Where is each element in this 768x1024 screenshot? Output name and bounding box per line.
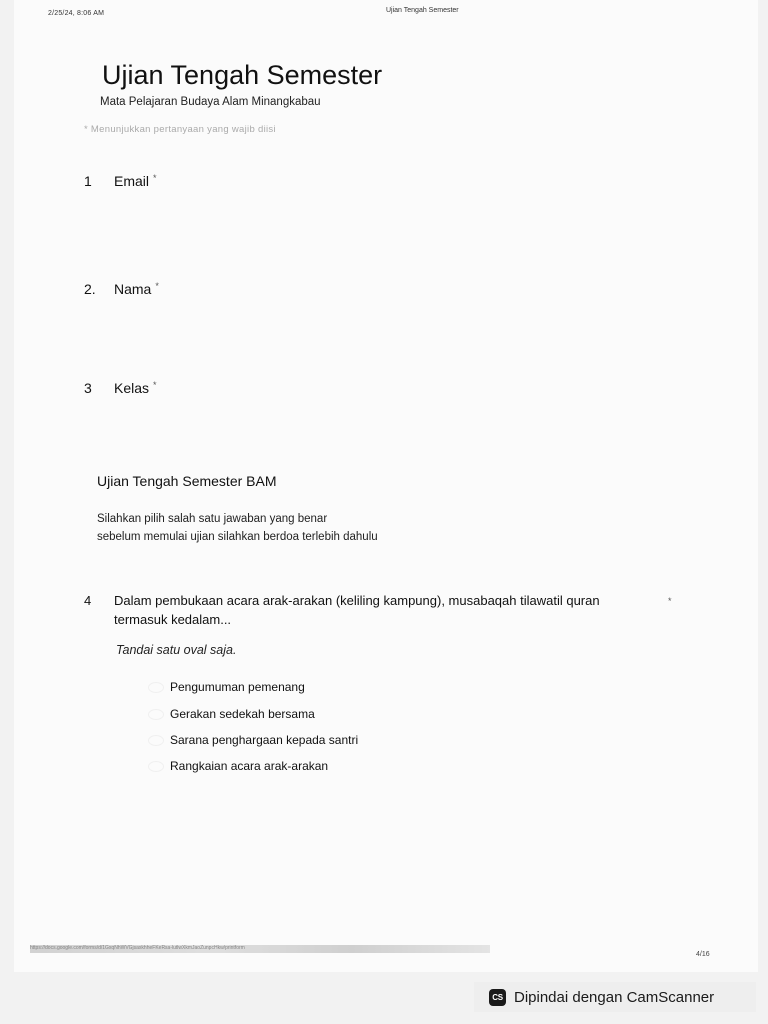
- radio-oval[interactable]: [148, 709, 164, 720]
- question-number: 4: [84, 593, 92, 608]
- required-note: * Menunjukkan pertanyaan yang wajib diisi: [84, 124, 276, 135]
- option-rangkaian-acara[interactable]: [148, 759, 328, 773]
- camscanner-logo-icon: CS: [489, 989, 506, 1006]
- option-label: Rangkaian acara arak-arakan: [170, 759, 329, 773]
- question-label: Nama: [114, 281, 152, 297]
- print-header-title: Ujian Tengah Semester: [386, 7, 459, 14]
- option-label: Sarana penghargaan kepada santri: [170, 733, 359, 747]
- section-description-line-1: Silahkan pilih salah satu jawaban yang benar: [97, 513, 328, 525]
- required-star: *: [668, 596, 672, 606]
- print-date: 2/25/24, 8:06 AM: [48, 10, 105, 17]
- question-kelas: [84, 380, 157, 396]
- form-subtitle: Mata Pelajaran Budaya Alam Minangkabau: [100, 96, 321, 108]
- required-star: *: [155, 281, 159, 291]
- required-star: *: [153, 173, 157, 183]
- option-sarana-penghargaan[interactable]: [148, 733, 358, 747]
- section-description-line-2: sebelum memulai ujian silahkan berdoa terlebih dahulu: [97, 531, 378, 543]
- radio-oval[interactable]: [148, 682, 164, 693]
- option-pengumuman-pemenang[interactable]: [148, 680, 305, 694]
- camscanner-watermark: [474, 982, 756, 1012]
- question-number: 3: [84, 380, 92, 396]
- radio-oval[interactable]: [148, 761, 164, 772]
- form-title: Ujian Tengah Semester: [102, 60, 383, 90]
- option-gerakan-sedekah[interactable]: [148, 707, 315, 721]
- section-title: Ujian Tengah Semester BAM: [97, 473, 277, 489]
- option-label: Pengumuman pemenang: [170, 680, 305, 694]
- footer-url: https://docs.google.com/forms/d/1GxqNhWVGjsaxkhheFKeRsa-lutlwXkmJaoZunpcHkw/printform: [30, 945, 490, 953]
- question-label: Email: [114, 173, 150, 189]
- question-nama: [84, 281, 159, 297]
- radio-oval[interactable]: [148, 735, 164, 746]
- question-number: 1: [84, 173, 92, 189]
- question-number: 2.: [84, 281, 96, 297]
- question-text: Dalam pembukaan acara arak-arakan (keliling kampung), musabaqah tilawatil quran termasuk kedalam...: [114, 593, 600, 627]
- question-email: [84, 173, 157, 189]
- watermark-text: Dipindai dengan CamScanner: [514, 988, 715, 1006]
- required-star: *: [153, 380, 157, 390]
- choice-hint: Tandai satu oval saja.: [116, 643, 237, 657]
- footer-page-number: 4/16: [696, 951, 710, 958]
- option-label: Gerakan sedekah bersama: [170, 707, 315, 721]
- question-label: Kelas: [114, 380, 150, 396]
